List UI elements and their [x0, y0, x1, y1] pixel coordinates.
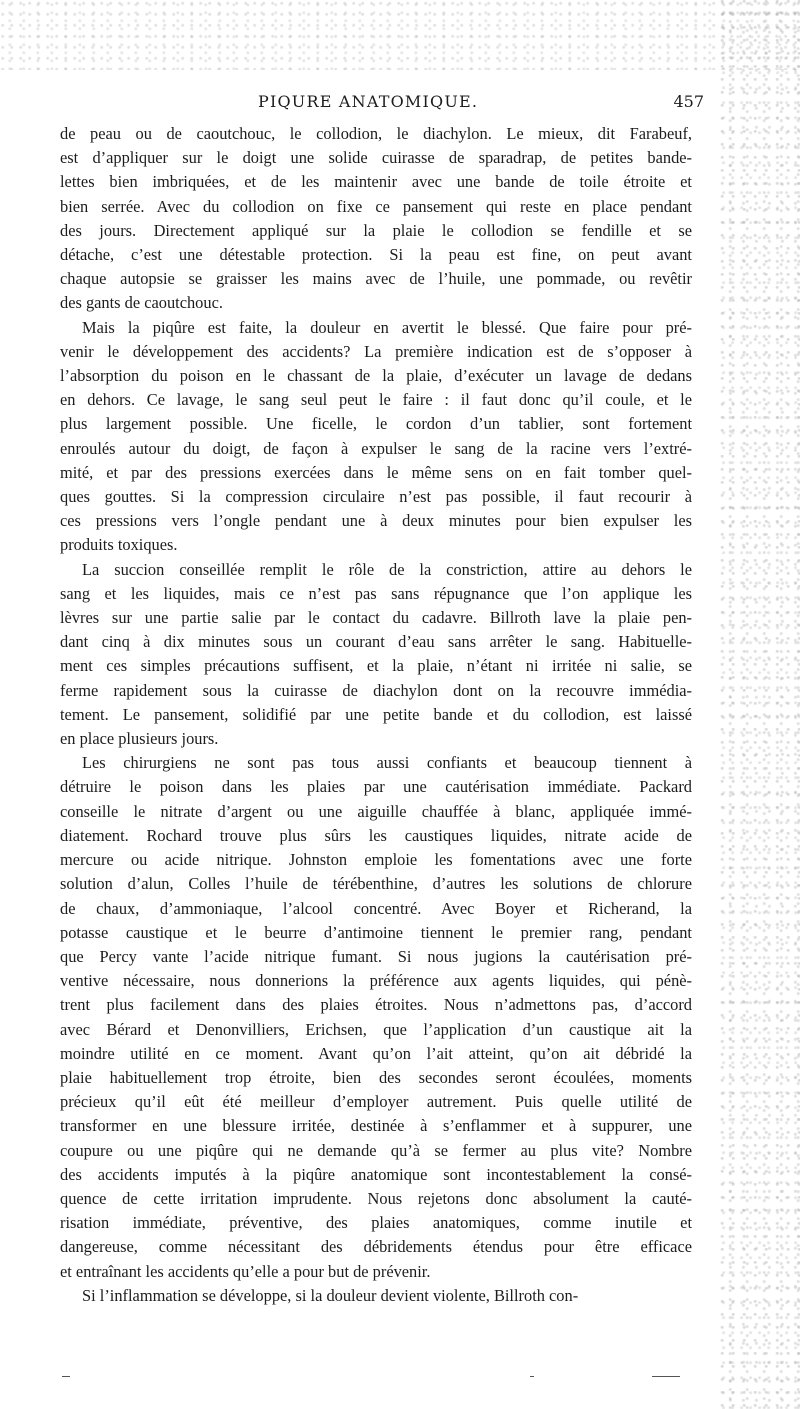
text-line: diatement. Rochard trouve plus sûrs les caustiques liquides, nitrate acide de	[60, 825, 692, 845]
text-line: plus largement possible. Une ficelle, le cordon d’un tablier, sont fortement	[60, 414, 692, 434]
paragraph	[60, 751, 692, 1283]
text-line: lettes bien imbriquées, et de les maintenir avec une bande de toile étroite et	[60, 172, 692, 192]
text-line: des jours. Directement appliqué sur la plaie le collodion se fendille et se	[60, 220, 692, 240]
text-line: venir le développement des accidents? La première indication est de s’opposer à	[60, 341, 692, 361]
text-line: chaque autopsie se graisser les mains avec de l’huile, une pommade, ou revêtir	[60, 269, 692, 289]
text-line: ques gouttes. Si la compression circulaire n’est pas possible, il faut recourir à	[60, 487, 692, 507]
text-line: ferme rapidement sous la cuirasse de diachylon dont on la recouvre immédia-	[60, 680, 692, 700]
text-line: bien serrée. Avec du collodion on fixe ce pansement qui reste en place pendant	[60, 196, 692, 216]
text-line: mercure ou acide nitrique. Johnston emploie les fomentations avec une forte	[60, 850, 692, 870]
page-header	[60, 92, 710, 116]
text-line: potasse caustique et le beurre d’antimoine tiennent le premier rang, pendant	[60, 922, 692, 942]
text-line: trent plus facilement dans des plaies étroites. Nous n’admettons pas, d’accord	[60, 995, 692, 1015]
text-line: Les chirurgiens ne sont pas tous aussi confiants et beaucoup tiennent à	[82, 753, 692, 773]
text-line: transformer en une blessure irritée, destinée à s’enflammer et à suppurer, une	[60, 1116, 692, 1136]
text-line: des gants de caoutchouc.	[60, 293, 223, 313]
text-line: tement. Le pansement, solidifié par une petite bande et du collodion, est laissé	[60, 704, 692, 724]
text-line: ment ces simples précautions suffisent, et la plaie, n’étant ni irritée ni salie, se	[60, 656, 692, 676]
text-line: lèvres sur une partie salie par le contact du cadavre. Billroth lave la plaie pen-	[60, 608, 692, 628]
text-line: de chaux, d’ammoniaque, l’alcool concentré. Avec Boyer et Richerand, la	[60, 898, 692, 918]
text-line: précieux qu’il eût été meilleur d’employer autrement. Puis quelle utilité de	[60, 1092, 692, 1112]
paragraph	[60, 316, 692, 558]
paragraph	[60, 1284, 692, 1308]
text-line: plaie habituellement trop étroite, bien des secondes seront écoulées, moments	[60, 1067, 692, 1087]
scan-noise-top	[0, 0, 800, 70]
text-line: produits toxiques.	[60, 535, 178, 555]
text-line: enroulés autour du doigt, de façon à expulser le sang de la racine vers l’extré-	[60, 438, 692, 458]
text-line: dant cinq à dix minutes sous un courant d’eau sans arrêter le sang. Habituelle-	[60, 632, 692, 652]
text-line: sang et les liquides, mais ce n’est pas sans répugnance que l’on applique les	[60, 583, 692, 603]
text-line: risation immédiate, préventive, des plaies anatomiques, comme inutile et	[60, 1213, 692, 1233]
text-line: détruire le poison dans les plaies par une cautérisation immédiate. Packard	[60, 777, 692, 797]
text-line: ces pressions vers l’ongle pendant une à deux minutes pour bien expulser les	[60, 511, 692, 531]
text-line: détache, c’est une détestable protection. Si la peau est fine, on peut avant	[60, 245, 692, 265]
text-line: de peau ou de caoutchouc, le collodion, le diachylon. Le mieux, dit Farabeuf,	[60, 124, 692, 143]
text-line: mité, et par des pressions exercées dans le même sens on en fait tomber quel-	[60, 462, 692, 482]
text-line: des accidents imputés à la piqûre anatomique sont incontestablement la consé-	[60, 1164, 692, 1184]
text-line: coupure ou une piqûre qui ne demande qu’à se fermer au plus vite? Nombre	[60, 1140, 692, 1160]
text-line: dangereuse, comme nécessitant des débridements étendus pour être efficace	[60, 1237, 692, 1257]
text-line: et entraînant les accidents qu’elle a pour but de prévenir.	[60, 1261, 431, 1281]
paragraph	[60, 558, 692, 752]
text-line: moindre utilité en ce moment. Avant qu’on l’ait atteint, qu’on ait débridé la	[60, 1043, 692, 1063]
running-title: PIQURE ANATOMIQUE.	[258, 92, 479, 111]
text-line: conseille le nitrate d’argent ou une aiguille chauffée à blanc, appliquée immé-	[60, 801, 692, 821]
text-line: solution d’alun, Colles l’huile de térébenthine, d’autres les solutions de chlorure	[60, 874, 692, 894]
text-line: quence de cette irritation imprudente. Nous rejetons donc absolument la cauté-	[60, 1188, 692, 1208]
page-number: 457	[673, 92, 704, 111]
text-line: que Percy vante l’acide nitrique fumant. Si nous jugions la cautérisation pré-	[60, 946, 692, 966]
bottom-scan-marks	[60, 1372, 700, 1382]
body-text	[60, 122, 692, 1308]
scan-noise-right-margin	[720, 0, 800, 1409]
paragraph	[60, 122, 692, 316]
text-line: en place plusieurs jours.	[60, 729, 219, 749]
text-line: l’absorption du poison en le chassant de la plaie, d’exécuter un lavage de dedans	[60, 366, 692, 386]
text-line: Si l’inflammation se développe, si la douleur devient violente, Billroth con-	[82, 1285, 579, 1305]
text-line: Mais la piqûre est faite, la douleur en avertit le blessé. Que faire pour pré-	[82, 317, 692, 337]
text-line: en dehors. Ce lavage, le sang seul peut le faire : il faut donc qu’il coule, et le	[60, 390, 692, 410]
text-line: est d’appliquer sur le doigt une solide cuirasse de sparadrap, de petites bande-	[60, 148, 692, 168]
text-line: La succion conseillée remplit le rôle de la constriction, attire au dehors le	[82, 559, 692, 579]
text-line: ventive nécessaire, nous donnerions la préférence aux agents liquides, qui pénè-	[60, 971, 692, 991]
text-line: avec Bérard et Denonvilliers, Erichsen, que l’application d’un caustique ait la	[60, 1019, 692, 1039]
